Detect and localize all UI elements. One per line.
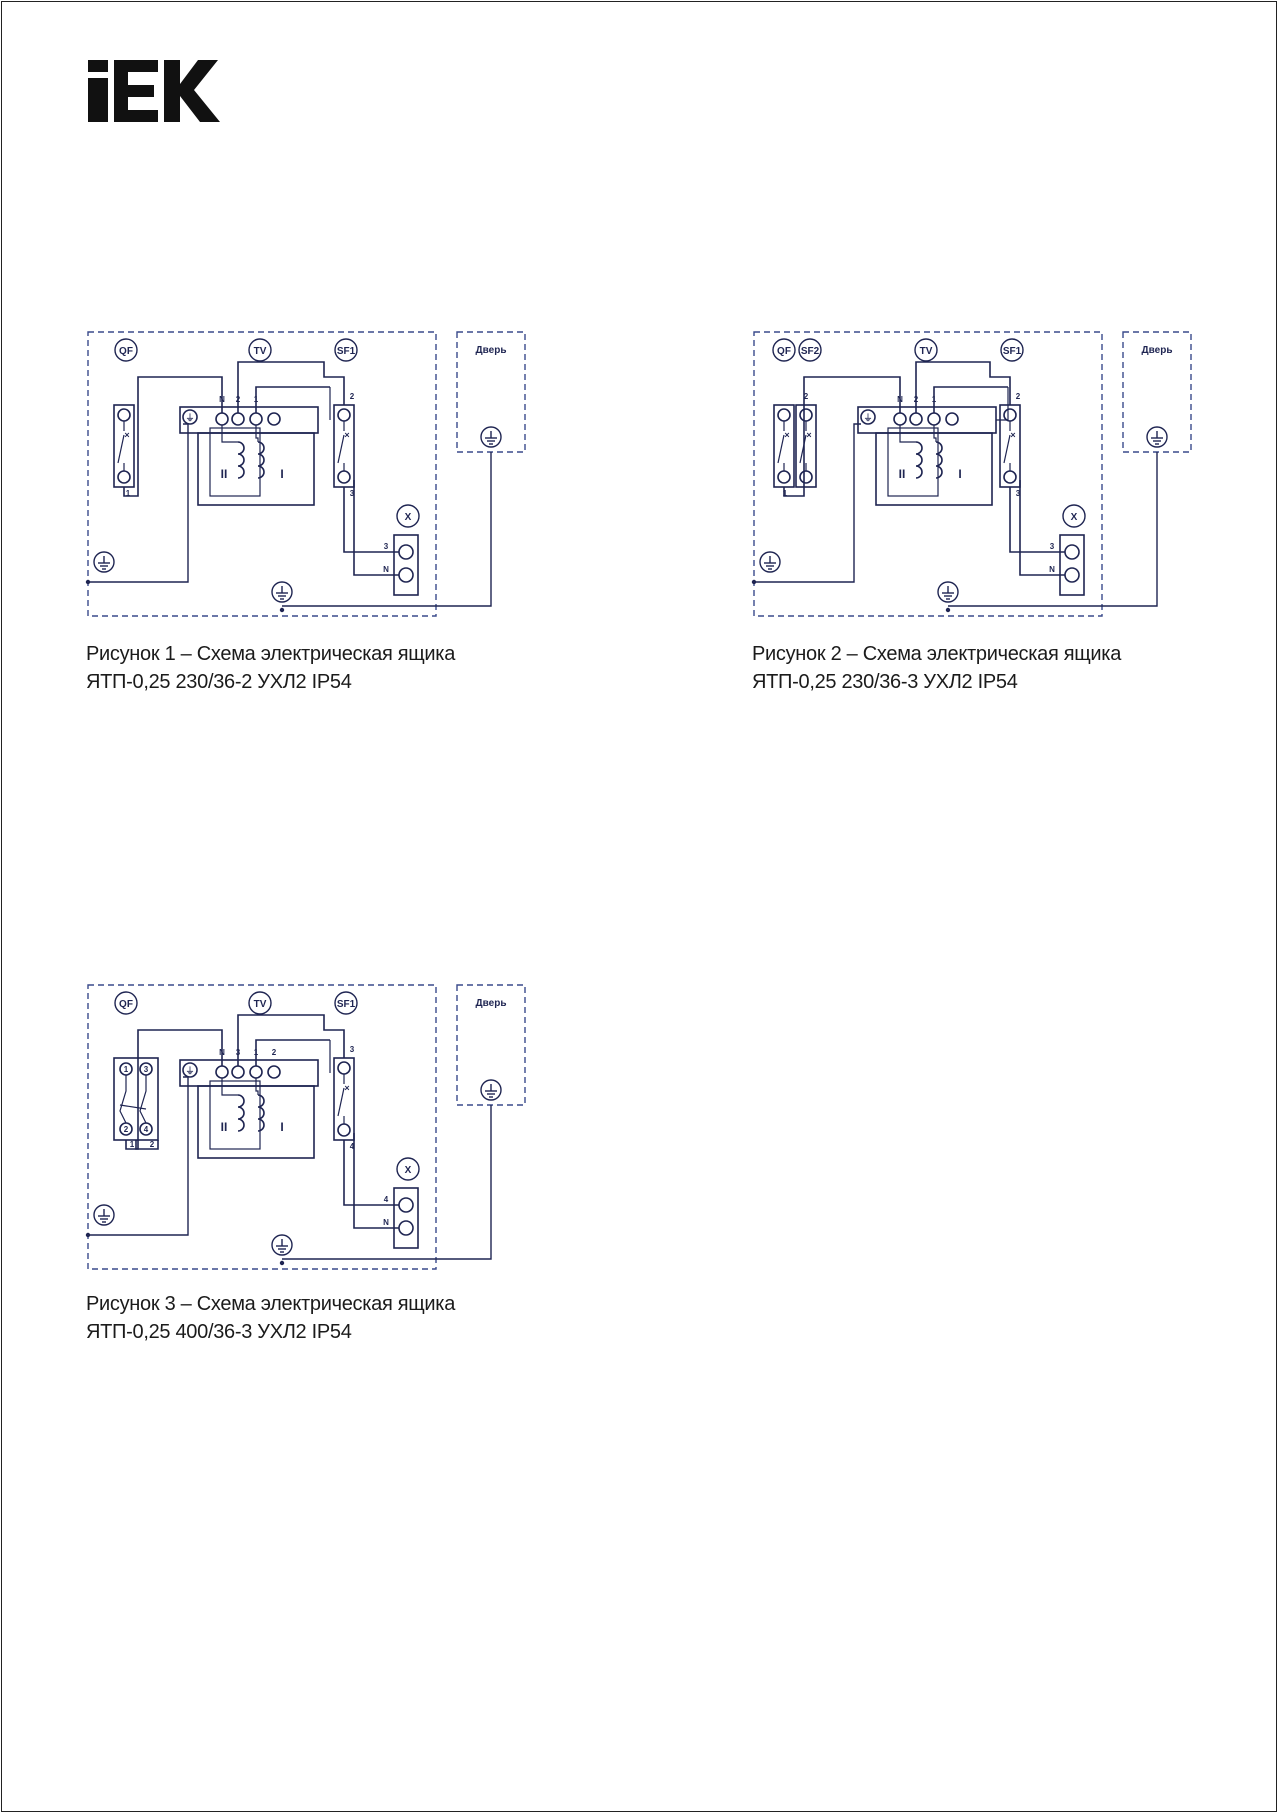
qf-blade-1 [120, 1075, 126, 1123]
socket-x-bot [1065, 568, 1079, 582]
qf-blade [778, 435, 784, 463]
winding-left-label: II [220, 467, 228, 481]
ground-node-bottom [280, 608, 284, 612]
ground-terminal-icon: ⏚ [185, 1066, 195, 1076]
transformer-body [198, 433, 314, 505]
terminal-strip [180, 407, 318, 433]
tv-t1-label: 2 [235, 395, 241, 404]
caption-1-line-1: Рисунок 1 – Схема электрическая ящика [86, 643, 456, 665]
tv-terminal-1 [894, 413, 906, 425]
tv-terminal-3 [928, 413, 940, 425]
caption-2 [752, 640, 1121, 696]
sf1-blade [1004, 435, 1010, 463]
iek-logo [88, 60, 220, 122]
page-border [1, 1, 1277, 1812]
winding-right-label: I [280, 467, 284, 481]
qf-p1-label: 1 [123, 1065, 129, 1074]
sf2-in-label: 2 [803, 392, 809, 401]
x-top-label: 3 [383, 542, 389, 551]
qf-p2-label: 2 [123, 1125, 129, 1134]
ground-node-left [86, 1233, 90, 1237]
sf1-in-label: 2 [1015, 392, 1021, 401]
x-bot-label: N [383, 565, 389, 574]
socket-x [394, 1188, 418, 1248]
wire-tv-3 [931, 387, 1008, 413]
tv-terminal-2 [232, 1066, 244, 1078]
tv-terminal-4 [268, 1066, 280, 1078]
x-tag: X [1070, 512, 1078, 523]
socket-x-top [399, 545, 413, 559]
primary-coil [936, 442, 942, 478]
socket-x-bot [399, 568, 413, 582]
socket-x-top [399, 1198, 413, 1212]
sf1-tag: SF1 [1002, 346, 1022, 357]
tv-terminal-2 [232, 413, 244, 425]
wire-ground-door [948, 452, 1157, 606]
sf1-tag: SF1 [336, 999, 356, 1010]
caption-2-line-2: ЯТП-0,25 230/36-3 УХЛ2 IP54 [752, 671, 1018, 693]
terminal-strip [180, 1060, 318, 1086]
sf2-tag: SF2 [800, 346, 820, 357]
tv-n-label: N [897, 395, 903, 404]
primary-coil [258, 1095, 264, 1131]
transformer-secondary-box [210, 428, 260, 496]
qf-out2-label: 2 [149, 1140, 155, 1149]
qf-out-label: 1 [129, 1140, 135, 1149]
tv-t1-label: 1 [253, 1048, 259, 1057]
sf2-bot [800, 471, 812, 483]
ground-node-left [86, 580, 90, 584]
qf-p3-label: 3 [143, 1065, 149, 1074]
sf1-mark: × [1010, 430, 1016, 440]
qf-out-label: 1 [782, 489, 788, 498]
transformer-secondary-box [210, 1081, 260, 1149]
ground-terminal-icon: ⏚ [185, 413, 195, 423]
tv-terminal-1 [216, 1066, 228, 1078]
sf1-out-label: 3 [1015, 489, 1021, 498]
transformer-body [876, 433, 992, 505]
sf2-top [800, 409, 812, 421]
door-label: Дверь [475, 345, 507, 356]
winding-left-label: II [898, 467, 906, 481]
winding-left-label: II [220, 1120, 228, 1134]
tv-t0-label: 3 [235, 1048, 241, 1057]
wire-tv-3 [253, 387, 330, 413]
secondary-coil [238, 1095, 244, 1131]
tv-tag: TV [253, 999, 267, 1010]
sf1-bot [338, 471, 350, 483]
x-bot-label: N [1049, 565, 1055, 574]
x-tag: X [404, 1165, 412, 1176]
wire-n-to-x [354, 480, 399, 575]
sf1-out-label: 3 [349, 489, 355, 498]
sf2-mark: × [806, 430, 812, 440]
socket-x [394, 535, 418, 595]
qf-tag: QF [777, 346, 791, 357]
tv-t2-label: 2 [271, 1048, 277, 1057]
qf-bot [118, 471, 130, 483]
sf1-mark: × [344, 430, 350, 440]
sf1-blade [338, 1088, 344, 1116]
sf1-in-label: 2 [349, 392, 355, 401]
terminal-strip [858, 407, 996, 433]
tv-terminal-2 [910, 413, 922, 425]
socket-x-top [1065, 545, 1079, 559]
x-bot-label: N [383, 1218, 389, 1227]
winding-right-label: I [958, 467, 962, 481]
sf1-bot [1004, 471, 1016, 483]
sf1-mark: × [344, 1083, 350, 1093]
ground-terminal-icon: ⏚ [863, 413, 873, 423]
qf-top [118, 409, 130, 421]
qf-tag: QF [119, 346, 133, 357]
qf-bot [778, 471, 790, 483]
tv-t2-label: 1 [931, 395, 937, 404]
tv-t2-label: 1 [253, 395, 259, 404]
tv-terminal-1 [216, 413, 228, 425]
ground-node-bottom [946, 608, 950, 612]
caption-3-line-1: Рисунок 3 – Схема электрическая ящика [86, 1293, 456, 1315]
tv-tag: TV [253, 346, 267, 357]
tv-t1-label: 2 [913, 395, 919, 404]
qf-p4-label: 4 [143, 1125, 149, 1134]
transformer-body [198, 1086, 314, 1158]
winding-right-label: I [280, 1120, 284, 1134]
tv-tag: TV [919, 346, 933, 357]
wire-qf-out [136, 1113, 138, 1149]
door-label: Дверь [1141, 345, 1173, 356]
tv-terminal-4 [946, 413, 958, 425]
tv-terminal-4 [268, 413, 280, 425]
wire-tv-3 [253, 1040, 330, 1066]
sf1-out-label: 4 [349, 1142, 355, 1151]
caption-3 [86, 1290, 455, 1346]
tv-terminal-3 [250, 1066, 262, 1078]
qf-out-label: 1 [125, 489, 131, 498]
qf-top [778, 409, 790, 421]
x-top-label: 4 [383, 1195, 389, 1204]
diagram-3 [80, 973, 540, 1273]
caption-1-line-2: ЯТП-0,25 230/36-2 УХЛ2 IP54 [86, 671, 352, 693]
sf1-tag: SF1 [336, 346, 356, 357]
diagram-2 [746, 320, 1206, 620]
ground-node-bottom [280, 1261, 284, 1265]
socket-x-bot [399, 1221, 413, 1235]
door-label: Дверь [475, 998, 507, 1009]
tv-n-label: N [219, 1048, 225, 1057]
qf-blade-2 [140, 1075, 146, 1123]
wire-n-to-x [1020, 480, 1065, 575]
qf-mark: × [784, 430, 790, 440]
sf1-in-label: 3 [349, 1045, 355, 1054]
qf-mark: × [124, 430, 130, 440]
tv-terminal-3 [250, 413, 262, 425]
qf-blade [118, 435, 124, 463]
sf1-top [338, 1062, 350, 1074]
x-top-label: 3 [1049, 542, 1055, 551]
secondary-coil [916, 442, 922, 478]
sf1-top [1004, 409, 1016, 421]
wire-qf-to-tv [804, 377, 900, 460]
diagram-1 [80, 320, 540, 620]
qf-tag: QF [119, 999, 133, 1010]
primary-coil [258, 442, 264, 478]
caption-1 [86, 640, 455, 696]
ground-node-left [752, 580, 756, 584]
sf1-top [338, 409, 350, 421]
caption-2-line-1: Рисунок 2 – Схема электрическая ящика [752, 643, 1122, 665]
socket-x [1060, 535, 1084, 595]
tv-n-label: N [219, 395, 225, 404]
wire-n-to-x [354, 1133, 399, 1228]
secondary-coil [238, 442, 244, 478]
sf1-blade [338, 435, 344, 463]
caption-3-line-2: ЯТП-0,25 400/36-3 УХЛ2 IP54 [86, 1321, 352, 1343]
sf1-bot [338, 1124, 350, 1136]
sf2-blade [800, 435, 806, 463]
transformer-secondary-box [888, 428, 938, 496]
x-tag: X [404, 512, 412, 523]
